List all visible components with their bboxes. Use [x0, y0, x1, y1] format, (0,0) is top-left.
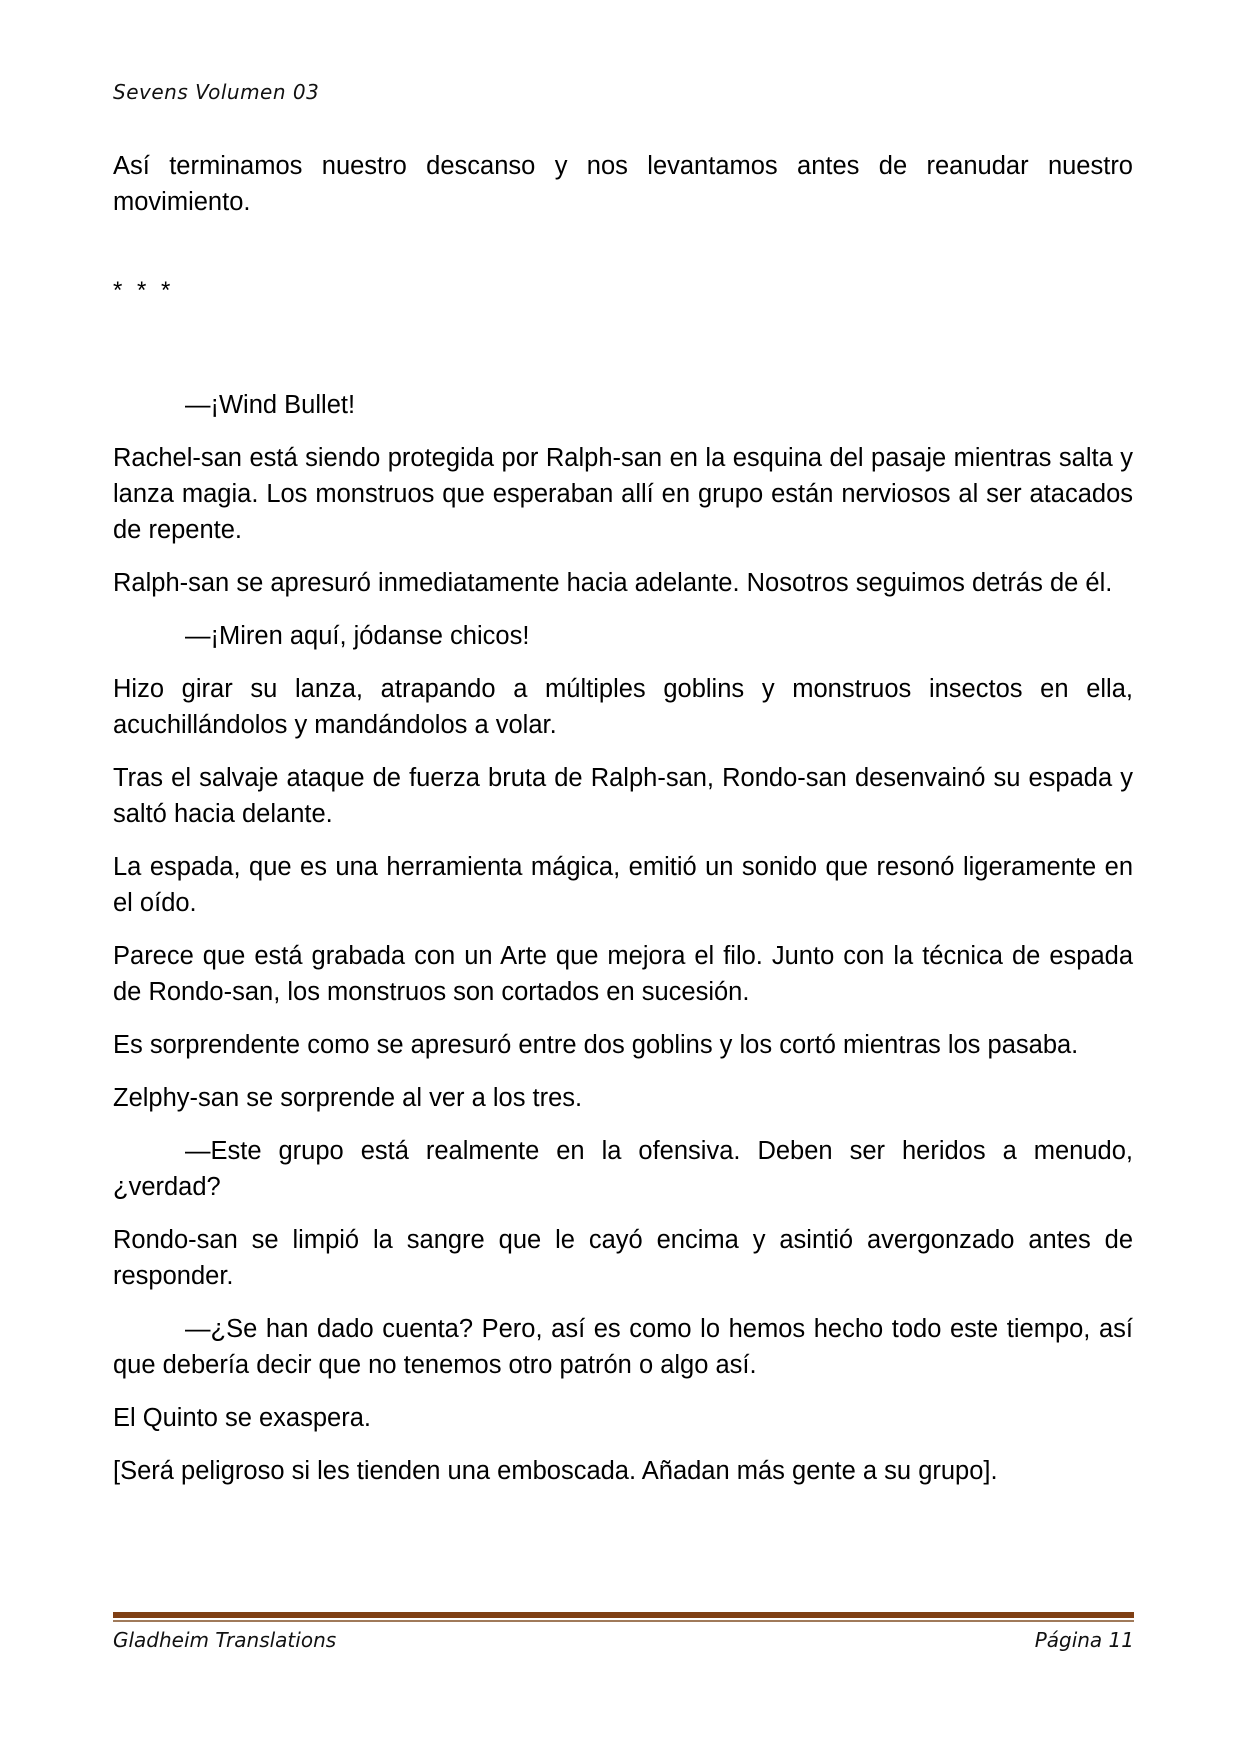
- footer-page-number: Página 11: [1034, 1628, 1134, 1652]
- paragraph: El Quinto se exaspera.: [113, 1404, 371, 1432]
- dialogue-paragraph: —¿Se han dado cuenta? Pero, así es como lo hemos hecho todo este tiempo, así que debería decir que no tenemos otro patrón o algo así.: [113, 1315, 1133, 1379]
- paragraph: Rondo-san se limpió la sangre que le cayó encima y asintió avergonzado antes de responder.: [113, 1226, 1133, 1290]
- dialogue-paragraph: —Este grupo está realmente en la ofensiva. Deben ser heridos a menudo, ¿verdad?: [113, 1137, 1133, 1201]
- paragraph: Rachel-san está siendo protegida por Ralph-san en la esquina del pasaje mientras salta y lanza magia. Los monstruos que esperaban allí en grupo están nerviosos al ser atacados de repente.: [113, 444, 1133, 544]
- paragraph: Ralph-san se apresuró inmediatamente hacia adelante. Nosotros seguimos detrás de él.: [113, 569, 1113, 597]
- paragraph: Es sorprendente como se apresuró entre dos goblins y los cortó mientras los pasaba.: [113, 1031, 1079, 1059]
- page-header-title: Sevens Volumen 03: [113, 80, 320, 104]
- paragraph: Parece que está grabada con un Arte que mejora el filo. Junto con la técnica de espada de Rondo-san, los monstruos son cortados en sucesión.: [113, 942, 1133, 1006]
- paragraph: Hizo girar su lanza, atrapando a múltiples goblins y monstruos insectos en ella, acuchillándolos y mandándolos a volar.: [113, 675, 1133, 739]
- paragraph: [Será peligroso si les tienden una emboscada. Añadan más gente a su grupo].: [113, 1457, 998, 1485]
- page-body: [113, 148, 1133, 1506]
- footer-rule-thin: [113, 1620, 1134, 1622]
- dialogue-paragraph: —¡Miren aquí, jódanse chicos!: [185, 622, 530, 650]
- paragraph: Zelphy-san se sorprende al ver a los tres.: [113, 1084, 583, 1112]
- paragraph: Así terminamos nuestro descanso y nos levantamos antes de reanudar nuestro movimiento.: [113, 152, 1133, 216]
- footer-rule: [113, 1612, 1134, 1622]
- paragraph: Tras el salvaje ataque de fuerza bruta de Ralph-san, Rondo-san desenvainó su espada y saltó hacia delante.: [113, 764, 1133, 828]
- scene-separator: * * *: [113, 277, 175, 304]
- paragraph: La espada, que es una herramienta mágica, emitió un sonido que resonó ligeramente en el oído.: [113, 853, 1133, 917]
- dialogue-paragraph: —¡Wind Bullet!: [185, 391, 356, 419]
- footer-publisher: Gladheim Translations: [113, 1628, 337, 1652]
